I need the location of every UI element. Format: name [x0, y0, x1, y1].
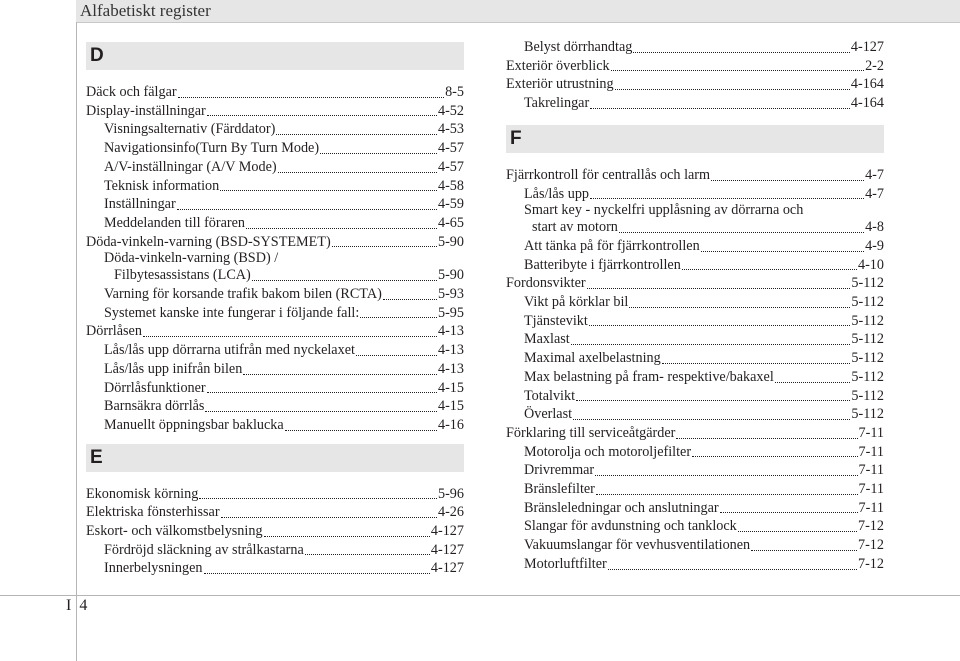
entry-page: 4-57	[437, 158, 464, 175]
index-entry	[86, 485, 464, 504]
dot-leader	[720, 512, 858, 513]
index-entry-bsd-line1: Döda-vinkeln-varning (BSD) /	[104, 250, 279, 267]
dot-leader	[143, 336, 437, 337]
index-entry	[506, 499, 884, 518]
dot-leader	[629, 307, 850, 308]
dot-leader	[220, 190, 437, 191]
page-chapter: I	[66, 597, 72, 614]
index-entry	[506, 330, 884, 349]
entry-text: Drivremmar	[524, 462, 595, 479]
index-entry	[506, 424, 884, 443]
dot-leader	[207, 115, 437, 116]
index-entry	[506, 256, 884, 275]
index-entry	[506, 57, 884, 76]
entry-text: Dörrlåsfunktioner	[104, 379, 206, 396]
index-list-e-cont	[506, 38, 884, 113]
entry-page: 7-12	[857, 537, 884, 554]
entry-page: 7-12	[857, 555, 884, 572]
index-entry	[86, 304, 464, 323]
index-entry	[86, 541, 464, 560]
index-entry	[86, 233, 464, 252]
entry-text: Teknisk information	[104, 177, 220, 194]
entry-text: Lås/lås upp	[524, 185, 590, 202]
dot-leader	[204, 573, 430, 574]
dot-leader	[608, 569, 857, 570]
dot-leader	[633, 52, 850, 53]
dot-leader	[252, 280, 437, 281]
dot-leader	[596, 494, 858, 495]
index-entry	[86, 503, 464, 522]
entry-text: Elektriska fönsterhissar	[86, 504, 220, 521]
page-number	[66, 597, 95, 615]
entry-page: 4-127	[850, 39, 884, 55]
index-entry	[506, 517, 884, 536]
index-column-left	[86, 38, 464, 578]
entry-page: 4-7	[865, 166, 884, 183]
entry-page: 4-57	[437, 140, 464, 157]
dot-leader	[619, 232, 864, 233]
entry-page: 4-8	[865, 219, 884, 236]
index-entry	[506, 368, 884, 387]
entry-text: Överlast	[524, 406, 573, 423]
section-header-d: D	[86, 42, 464, 70]
entry-text: A/V-inställningar (A/V Mode)	[104, 158, 277, 175]
dot-leader	[595, 475, 857, 476]
entry-page: 5-93	[437, 286, 464, 303]
entry-page: 5-112	[851, 368, 884, 385]
entry-text: Manuellt öppningsbar baklucka	[104, 416, 284, 433]
index-entry	[506, 274, 884, 293]
index-entry	[506, 237, 884, 256]
entry-page: 7-11	[858, 443, 884, 460]
entry-page: 5-112	[851, 387, 884, 404]
index-entry	[86, 195, 464, 214]
entry-page: 4-10	[857, 256, 884, 273]
index-entry	[86, 416, 464, 435]
entry-text: Takrelingar	[524, 95, 590, 112]
entry-text: Lås/lås upp dörrarna utifrån med nyckelaxet	[104, 342, 355, 359]
entry-text: Eskort- och välkomstbelysning	[86, 523, 263, 540]
entry-page: 7-11	[858, 499, 884, 516]
entry-page: 4-13	[437, 360, 464, 377]
entry-text: Däck och fälgar	[86, 84, 177, 100]
entry-page: 5-112	[851, 312, 884, 329]
dot-leader	[589, 325, 851, 326]
entry-page: 4-52	[437, 102, 464, 119]
dot-leader	[243, 374, 437, 375]
index-entry	[86, 120, 464, 139]
dot-leader	[285, 430, 437, 431]
entry-text: Tjänstevikt	[524, 312, 588, 329]
dot-leader	[590, 108, 850, 109]
entry-text: Visningsalternativ (Färddator)	[104, 121, 276, 138]
entry-text: Filbytesassistans (LCA)	[114, 267, 251, 284]
index-entry	[86, 322, 464, 341]
dot-leader	[360, 317, 437, 318]
entry-page: 5-112	[851, 406, 884, 423]
entry-page: 7-12	[857, 518, 884, 535]
index-entry	[506, 387, 884, 406]
entry-text: Motorolja och motoroljefilter	[524, 443, 692, 460]
entry-page: 5-112	[851, 350, 884, 367]
index-entry	[86, 214, 464, 233]
index-entry	[506, 461, 884, 480]
dot-leader	[751, 550, 857, 551]
entry-text: Motorluftfilter	[524, 555, 607, 572]
index-entry	[506, 38, 884, 57]
index-entry	[86, 397, 464, 416]
entry-page: 4-58	[437, 177, 464, 194]
entry-page: 4-127	[430, 523, 464, 540]
dot-leader	[615, 89, 850, 90]
entry-text: Att tänka på för fjärrkontrollen	[524, 237, 700, 254]
dot-leader	[207, 392, 437, 393]
index-list-d-cont	[86, 285, 464, 435]
entry-page: 4-16	[437, 416, 464, 433]
index-entry	[86, 360, 464, 379]
entry-text: Förklaring till serviceåtgärder	[506, 424, 676, 441]
dot-leader	[320, 153, 437, 154]
entry-text: Ekonomisk körning	[86, 485, 199, 502]
entry-page: 4-65	[437, 214, 464, 231]
entry-page: 5-112	[851, 294, 884, 311]
entry-page: 7-11	[858, 481, 884, 498]
section-header-f: F	[506, 125, 884, 153]
entry-text: Max belastning på fram- respektive/bakaxel	[524, 368, 774, 385]
entry-text: Fjärrkontroll för centrallås och larm	[506, 166, 711, 183]
section-header-e: E	[86, 444, 464, 472]
entry-page: 5-112	[851, 331, 884, 348]
entry-page: 8-5	[445, 84, 464, 100]
index-entry-bsd	[86, 266, 464, 285]
index-entry	[86, 341, 464, 360]
entry-page: 4-53	[437, 121, 464, 138]
dot-leader	[611, 70, 864, 71]
dot-leader	[199, 498, 437, 499]
entry-text: Exteriör överblick	[506, 57, 610, 74]
entry-page: 4-13	[437, 323, 464, 340]
index-list-e	[86, 485, 464, 579]
entry-text: Maximal axelbelastning	[524, 350, 661, 367]
dot-leader	[356, 355, 437, 356]
entry-page: 4-127	[430, 541, 464, 558]
dot-leader	[676, 438, 857, 439]
entry-page: 5-96	[437, 485, 464, 502]
index-entry	[86, 139, 464, 158]
dot-leader	[205, 411, 437, 412]
entry-text: Dörrlåsen	[86, 323, 142, 340]
dot-leader	[590, 198, 864, 199]
entry-text: Fördröjd släckning av strålkastarna	[104, 541, 304, 558]
index-entry	[506, 293, 884, 312]
entry-page: 7-11	[858, 462, 884, 479]
entry-page: 4-7	[865, 185, 884, 202]
entry-page: 4-59	[437, 196, 464, 213]
index-entry	[506, 405, 884, 424]
footer-rule	[0, 595, 960, 596]
entry-text: start av motorn	[532, 219, 618, 236]
entry-text: Vakuumslangar för vevhusventilationen	[524, 537, 751, 554]
margin-rule	[76, 22, 77, 661]
dot-leader	[177, 209, 437, 210]
entry-text: Systemet kanske inte fungerar i följande fall:	[104, 304, 360, 321]
entry-page: 4-26	[437, 504, 464, 521]
entry-page: 4-13	[437, 342, 464, 359]
entry-page: 5-90	[437, 233, 464, 250]
entry-text: Exteriör utrustning	[506, 76, 614, 93]
entry-page: 4-127	[430, 560, 464, 577]
dot-leader	[178, 97, 444, 98]
entry-text: Maxlast	[524, 331, 570, 348]
dot-leader	[276, 134, 437, 135]
index-list-f	[506, 166, 884, 203]
entry-page: 5-95	[437, 304, 464, 321]
entry-text: Barnsäkra dörrlås	[104, 398, 205, 415]
index-list-d	[86, 83, 464, 251]
dot-leader	[587, 288, 851, 289]
dot-leader	[264, 536, 430, 537]
entry-text: Inställningar	[104, 196, 176, 213]
index-entry-smartkey	[506, 218, 884, 237]
entry-text: Display-inställningar	[86, 102, 206, 119]
index-entry	[86, 522, 464, 541]
entry-text: Navigationsinfo(Turn By Turn Mode)	[104, 140, 320, 157]
dot-leader	[571, 344, 851, 345]
dot-leader	[221, 517, 437, 518]
entry-page: 4-15	[437, 379, 464, 396]
index-entry-smartkey-line1: Smart key - nyckelfri upplåsning av dörrarna och	[524, 202, 804, 219]
dot-leader	[305, 554, 430, 555]
dot-leader	[701, 251, 864, 252]
index-entry	[506, 555, 884, 574]
index-column-right	[506, 38, 884, 574]
index-entry	[86, 559, 464, 578]
dot-leader	[576, 400, 850, 401]
entry-text: Vikt på körklar bil	[524, 294, 629, 311]
index-entry	[86, 177, 464, 196]
entry-text: Batteribyte i fjärrkontrollen	[524, 256, 681, 273]
index-entry	[506, 312, 884, 331]
dot-leader	[662, 363, 851, 364]
entry-page: 4-164	[850, 95, 884, 112]
dot-leader	[573, 419, 850, 420]
dot-leader	[738, 531, 857, 532]
entry-text: Slangar för avdunstning och tanklock	[524, 518, 737, 535]
index-entry	[86, 83, 464, 102]
index-entry	[86, 158, 464, 177]
entry-page: 4-164	[850, 76, 884, 93]
entry-text: Bränsleledningar och anslutningar	[524, 499, 719, 516]
entry-text: Bränslefilter	[524, 481, 595, 498]
entry-text: Belyst dörrhandtag	[524, 39, 633, 55]
page-number-value: 4	[79, 597, 88, 614]
index-entry	[506, 536, 884, 555]
entry-page: 4-15	[437, 398, 464, 415]
entry-text: Lås/lås upp inifrån bilen	[104, 360, 243, 377]
index-entry	[506, 185, 884, 204]
entry-page: 4-9	[865, 237, 884, 254]
dot-leader	[775, 382, 851, 383]
index-entry	[506, 75, 884, 94]
dot-leader	[332, 246, 437, 247]
dot-leader	[383, 299, 437, 300]
entry-text: Fordonsvikter	[506, 275, 586, 292]
entry-text: Meddelanden till föraren	[104, 214, 246, 231]
index-entry	[506, 94, 884, 113]
dot-leader	[682, 269, 857, 270]
dot-leader	[711, 180, 864, 181]
entry-page: 2-2	[865, 57, 884, 74]
entry-text: Varning för korsande trafik bakom bilen (RCTA)	[104, 286, 382, 303]
index-entry	[86, 379, 464, 398]
dot-leader	[278, 172, 437, 173]
index-entry	[86, 285, 464, 304]
entry-page: 7-11	[858, 424, 884, 441]
index-list-f-cont	[506, 237, 884, 574]
entry-page: 5-90	[437, 267, 464, 284]
page-title: Alfabetiskt register	[80, 1, 211, 20]
index-entry	[86, 102, 464, 121]
entry-text: Döda-vinkeln-varning (BSD-SYSTEMET)	[86, 233, 331, 250]
dot-leader	[246, 228, 437, 229]
index-entry	[506, 480, 884, 499]
entry-page: 5-112	[851, 275, 884, 292]
index-entry	[506, 443, 884, 462]
index-entry	[506, 349, 884, 368]
entry-text: Innerbelysningen	[104, 560, 203, 577]
dot-leader	[692, 456, 857, 457]
index-entry	[506, 166, 884, 185]
entry-text: Totalvikt	[524, 387, 576, 404]
